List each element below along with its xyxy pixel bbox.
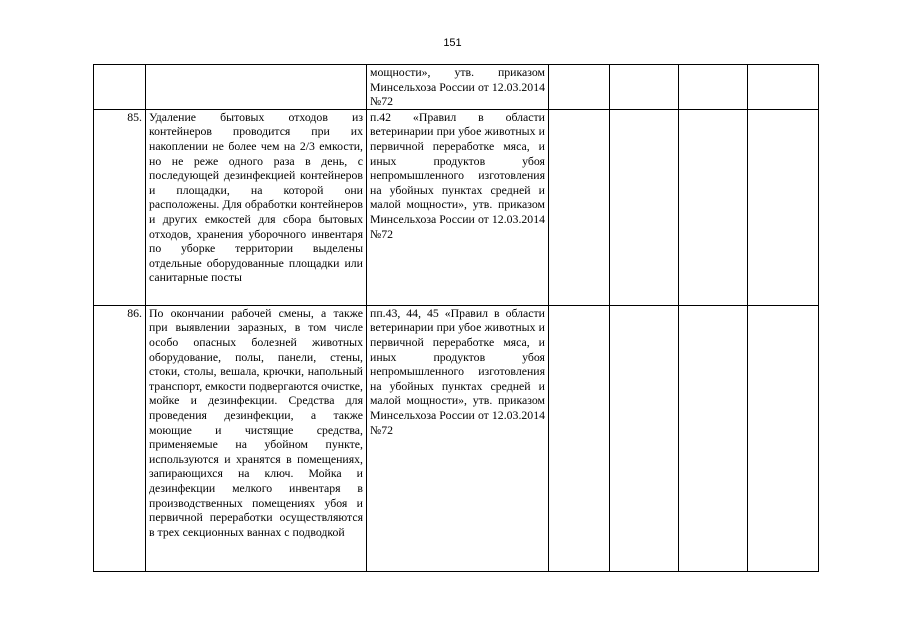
empty-cell — [549, 305, 610, 571]
empty-cell — [549, 65, 610, 110]
row-number: 86. — [94, 305, 146, 571]
empty-cell — [610, 109, 679, 305]
table-row — [94, 109, 819, 305]
requirement-cell — [146, 65, 367, 110]
page-number: 151 — [443, 37, 462, 49]
empty-cell — [679, 109, 748, 305]
empty-cell — [549, 109, 610, 305]
table-row — [94, 65, 819, 110]
legal-basis-cell: п.42 «Правил в области ветеринарии при убое животных и первичной переработке мяса, и иных продуктов убоя непромышленного изготовления на убойных пунктах средней и малой мощности», утв. приказом Минсельхоза России от 12.03.2014 №72 — [367, 109, 549, 305]
legal-basis-cell: мощности», утв. приказом Минсельхоза России от 12.03.2014 №72 — [367, 65, 549, 110]
table-row — [94, 305, 819, 571]
empty-cell — [679, 305, 748, 571]
empty-cell — [679, 65, 748, 110]
legal-basis-cell: пп.43, 44, 45 «Правил в области ветеринарии при убое животных и первичной переработке мяса, и иных продуктов убоя непромышленного изготовления на убойных пунктах средней и малой мощности», утв. приказом Минсельхоза России от 12.03.2014 №72 — [367, 305, 549, 571]
empty-cell — [748, 65, 819, 110]
checklist-table — [93, 64, 819, 572]
empty-cell — [610, 305, 679, 571]
empty-cell — [748, 305, 819, 571]
requirement-cell: По окончании рабочей смены, а также при выявлении заразных, в том числе особо опасных болезней животных оборудование, полы, панели, стены, стоки, столы, вешала, крючки, напольный транспорт, емкости подвергаются очистке, мойке и дезинфекции. Средства для проведения дезинфекции, а также моющие и чистящие средства, применяемые на убойном пункте, используются и хранятся в помещениях, запирающихся на ключ. Мойка и дезинфекции мелкого инвентаря в производственных помещениях убоя и первичной переработки осуществляются в трех секционных ваннах с подводкой — [146, 305, 367, 571]
empty-cell — [610, 65, 679, 110]
row-number — [94, 65, 146, 110]
empty-cell — [748, 109, 819, 305]
row-number: 85. — [94, 109, 146, 305]
requirement-cell: Удаление бытовых отходов из контейнеров проводится при их накоплении не более чем на 2/3 емкости, но не реже одного раза в день, с последующей дезинфекцией контейнеров и площадки, на которой они расположены. Для обработки контейнеров и других емкостей для сбора бытовых отходов, хранения уборочного инвентаря по уборке территории выделены отдельные оборудованные площадки или санитарные посты — [146, 109, 367, 305]
